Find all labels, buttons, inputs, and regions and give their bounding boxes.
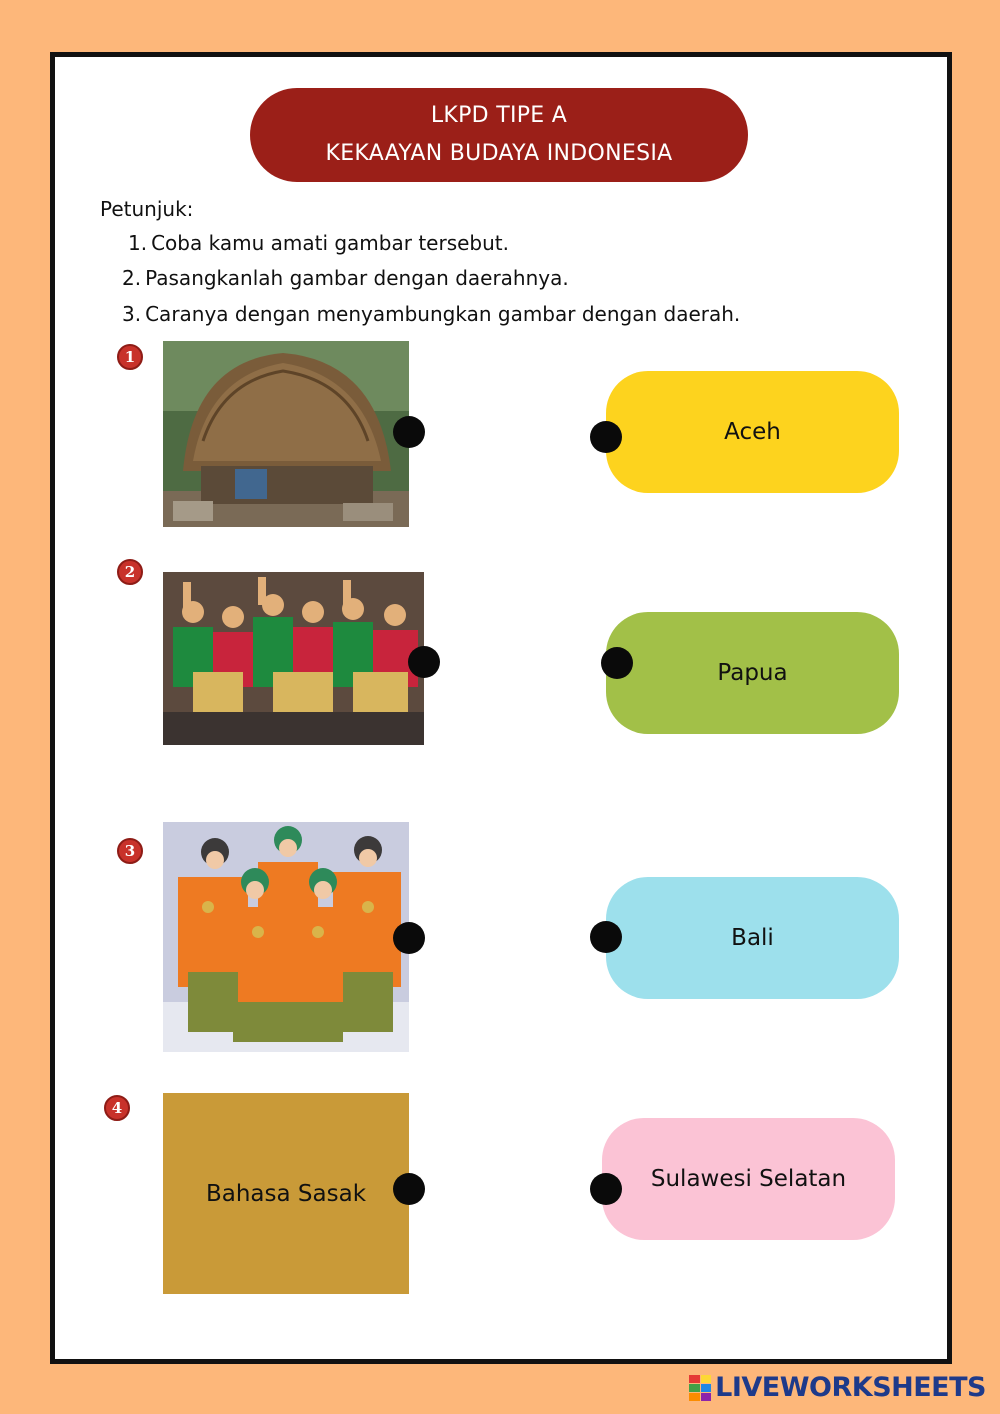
question-number-badge-4: 4 xyxy=(104,1095,130,1121)
answer-pill-bali xyxy=(606,877,899,999)
answer-pill-sulawesi-selatan xyxy=(602,1118,895,1240)
title-banner xyxy=(250,88,748,182)
instruction-number: 1. xyxy=(128,231,148,255)
liveworksheets-footer xyxy=(689,1372,986,1403)
saman-dance-photo xyxy=(163,572,424,745)
answer-label-aceh: Aceh xyxy=(724,419,781,445)
instruction-number: 2. xyxy=(122,266,142,290)
answer-pill-aceh xyxy=(606,371,899,493)
answer-pill-papua xyxy=(606,612,899,734)
liveworksheets-logo-icon xyxy=(689,1375,711,1401)
title-line-2: KEKAAYAN BUDAYA INDONESIA xyxy=(325,141,673,166)
instruction-text: Caranya dengan menyambungkan gambar dengan daerah. xyxy=(145,302,741,326)
connector-dot-left-1[interactable] xyxy=(393,416,425,448)
instruction-number: 3. xyxy=(122,302,142,326)
connector-dot-left-4[interactable] xyxy=(393,1173,425,1205)
honai-hut-photo xyxy=(163,341,409,527)
bahasa-sasak-card xyxy=(163,1093,409,1294)
title-line-1: LKPD TIPE A xyxy=(430,103,568,128)
instruction-text: Pasangkanlah gambar dengan daerahnya. xyxy=(145,266,569,290)
liveworksheets-brand: LIVEWORKSHEETS xyxy=(715,1372,986,1403)
connector-dot-right-2[interactable] xyxy=(601,647,633,679)
instruction-item-1 xyxy=(128,231,509,255)
connector-dot-right-4[interactable] xyxy=(590,1173,622,1205)
question-number-badge-1: 1 xyxy=(117,344,143,370)
connector-dot-right-3[interactable] xyxy=(590,921,622,953)
answer-label-papua: Papua xyxy=(717,660,788,686)
instruction-text: Coba kamu amati gambar tersebut. xyxy=(151,231,509,255)
connector-dot-right-1[interactable] xyxy=(590,421,622,453)
bugis-costume-photo xyxy=(163,822,409,1052)
connector-dot-left-2[interactable] xyxy=(408,646,440,678)
instructions-label: Petunjuk: xyxy=(100,197,194,221)
instruction-item-3 xyxy=(122,302,740,326)
answer-label-bali: Bali xyxy=(731,925,774,951)
question-number-badge-2: 2 xyxy=(117,559,143,585)
answer-label-sulawesi-selatan: Sulawesi Selatan xyxy=(650,1166,847,1192)
bahasa-sasak-label: Bahasa Sasak xyxy=(205,1180,367,1207)
instruction-item-2 xyxy=(122,266,569,290)
connector-dot-left-3[interactable] xyxy=(393,922,425,954)
question-number-badge-3: 3 xyxy=(117,838,143,864)
